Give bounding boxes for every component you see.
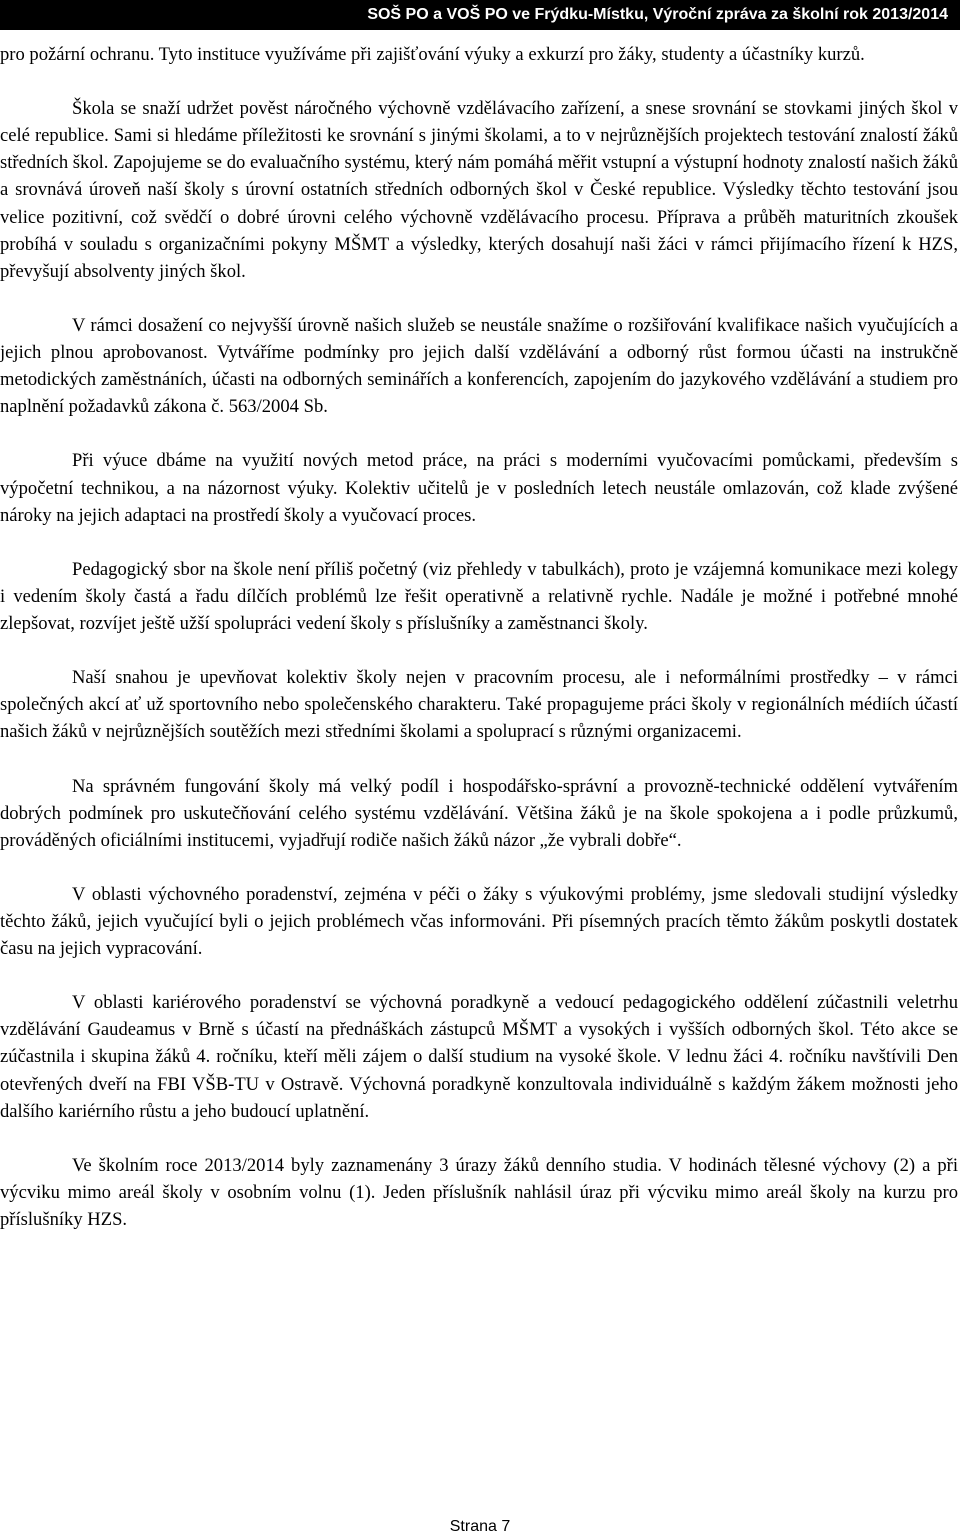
page-header-bar [0,0,960,30]
paragraph-school-reputation: Škola se snaží udržet pověst náročného výchovně vzdělávacího zařízení, a snese srovnání se stovkami jiných škol v celé republice. Sami si hledáme příležitosti ke srovnání s jinými školami, a to v nejrůznějších projektech testování znalostí žáků středních škol. Zapojujeme se do evaluačního systému, který nám pomáhá měřit vstupní a výstupní hodnoty znalostí našich žáků a srovnává úroveň naší školy s úrovní ostatních středních odborných škol v České republice. Výsledky těchto testování jsou velice pozitivní, což svědčí o dobré úrovni celého výchovně vzdělávacího procesu. Příprava a průběh maturitních zkoušek probíhá v souladu s organizačními pokyny MŠMT a výsledky, kterých dosahují naši žáci v rámci přijímacího řízení k HZS, převyšují absolventy jiných škol. [0,98,958,282]
paragraph-career-counseling: V oblasti kariérového poradenství se výchovná poradkyně a vedoucí pedagogického oddělení zúčastnili veletrhu vzdělávání Gaudeamus v Brně s účastí na přednáškách zástupců MŠMT a vysokých i vyšších odborných škol. Této akce se zúčastnila i skupina žáků 4. ročníku, kteří měli zájem o další studium na vysoké škole. V lednu žáci 4. ročníku navštívili Den otevřených dveří na FBI VŠB-TU v Ostravě. Výchovná poradkyně konzultovala individuálně s každým žákem možnosti jeho dalšího kariérního růstu a jeho budoucí uplatnění. [0,992,958,1122]
page-number: Strana 7 [449,1518,511,1535]
paragraph-educational-counseling: V oblasti výchovného poradenství, zejména v péči o žáky s výukovými problémy, jsme sledovali studijní výsledky těchto žáků, jejich vyučující byli o jejich problémech včas informováni. Při písemných pracích těmto žákům poskytli dostatek času na jejich vypracování. [0,883,958,960]
paragraph-teaching-methods: Při výuce dbáme na využití nových metod práce, na práci s moderními vyučovacími pomůckami, především s výpočetní technikou, a na názornost výuky. Kolektiv učitelů je v posledních letech neustále omlazován, což klade zvýšené nároky na jejich adaptaci na prostředí školy a vyučovací proces. [0,450,958,526]
page-header-title: SOŠ PO a VOŠ PO ve Frýdku-Místku, Výroční zpráva za školní rok 2013/2014 [367,6,948,23]
paragraph-school-collective: Naší snahou je upevňovat kolektiv školy nejen v pracovním procesu, ale i neformálními prostředky – v rámci společných akcí ať už sportovního nebo společenského charakteru. Také propagujeme práci školy v regionálních médiích účastí našich žáků v nejrůznějších soutěžích mezi středními školami a spoluprací s různými organizacemi. [0,667,958,743]
paragraph-continuation: pro požární ochranu. Tyto instituce využíváme při zajišťování výuky a exkurzí pro žáky, studenty a účastníky kurzů. [0,44,865,65]
paragraph-teaching-staff: Pedagogický sbor na škole není příliš početný (viz přehledy v tabulkách), proto je vzájemná komunikace mezi kolegy i vedením školy častá a řadu dílčích problémů lze řešit operativně a relativně rychle. Nadále je možné i potřebné mnohé zlepšovat, rozvíjet ještě užší spolupráci vedení školy s příslušníky a zaměstnanci školy. [0,558,958,634]
paragraph-economic-department: Na správném fungování školy má velký podíl i hospodářsko-správní a provozně-technické oddělení vytvářením dobrých podmínek pro uskutečňování celého systému vzdělávání. Většina žáků je na škole spokojena a i podle průzkumů, prováděných oficiálními institucemi, vyjadřují rodiče našich žáků názor „že vybrali dobře“. [0,775,958,851]
paragraph-teacher-qualification: V rámci dosažení co nejvyšší úrovně našich služeb se neustále snažíme o rozšiřování kvalifikace našich vyučujících a jejich plnou aprobovanost. Vytváříme podmínky pro jejich další vzdělávání a odborný růst formou účasti na instrukčně metodických zaměstnáních, účasti na odborných seminářích a konferencích, zapojením do jazykového vzdělávání a studiem pro naplnění požadavků zákona č. 563/2004 Sb. [0,314,958,418]
paragraph-injuries: Ve školním roce 2013/2014 byly zaznamenány 3 úrazy žáků denního studia. V hodinách tělesné výchovy (2) a při výcviku mimo areál školy v osobním volnu (1). Jeden příslušník nahlásil úraz při výcviku mimo areál školy na kurzu pro příslušníky HZS. [0,1154,958,1231]
document-body [0,41,958,1260]
